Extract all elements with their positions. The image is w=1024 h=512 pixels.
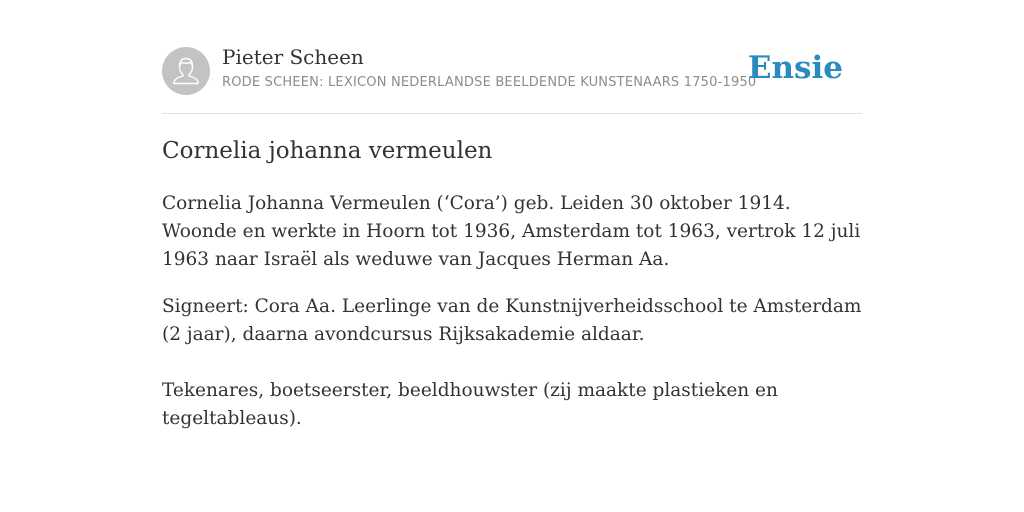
article-paragraph: Tekenares, boetseerster, beeldhouwster (zij maakte plastieken en tegeltableaus). bbox=[162, 380, 778, 429]
user-avatar-icon[interactable] bbox=[162, 47, 210, 95]
article-paragraph: Signeert: Cora Aa. Leerlinge van de Kunstnijverheidsschool te Amsterdam (2 jaar), daarna avondcursus Rijksakademie aldaar. bbox=[162, 296, 862, 345]
article-paragraph: Cornelia Johanna Vermeulen (‘Cora’) geb. Leiden 30 oktober 1914. Woonde en werkte in Hoorn tot 1936, Amsterdam tot 1963, vertrok 12 juli 1963 naar Israël als weduwe van Jacques Herman Aa. bbox=[162, 193, 861, 270]
article-body bbox=[162, 190, 866, 433]
author-name[interactable]: Pieter Scheen bbox=[222, 45, 364, 69]
author-header bbox=[162, 40, 862, 114]
author-source: RODE SCHEEN: LEXICON NEDERLANDSE BEELDENDE KUNSTENAARS 1750-1950 bbox=[222, 75, 757, 90]
page-title: Cornelia johanna vermeulen bbox=[162, 138, 493, 164]
ensie-logo[interactable]: Ensie bbox=[747, 50, 843, 86]
